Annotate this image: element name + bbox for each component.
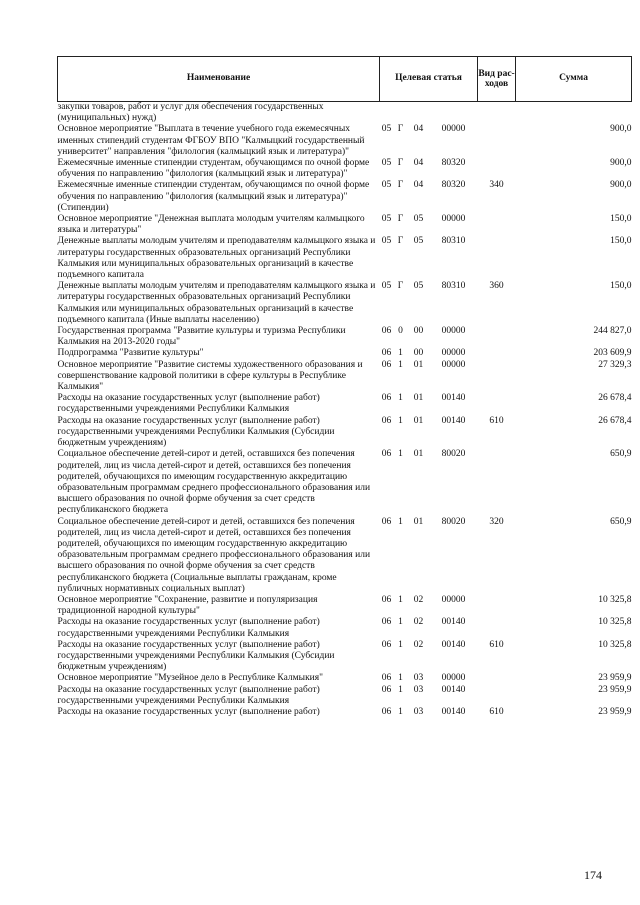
row-name: Расходы на оказание государственных услуг (выполнение работ) государственными учреждениями Республики Калмыкия [57, 393, 320, 415]
row-subprogram-code: 1 [398, 516, 403, 527]
row-sum: 244 827,0 [593, 326, 632, 337]
row-expense-type: 320 [489, 516, 504, 527]
row-expense-type [478, 326, 516, 348]
row-subprogram-code: 1 [398, 348, 403, 359]
row-program-code: 06 [381, 359, 392, 370]
row-direction-code [430, 102, 478, 125]
row-name: Ежемесячные именные стипендии студентам, обучающимся по очной форме обучения по направлению "филология (калмыцкий язык и литература)" (Стипендии) [57, 180, 370, 213]
row-name: Основное мероприятие "Сохранение, развитие и популяризация традиционной народной культуры" [57, 594, 318, 617]
row-expense-type [478, 360, 516, 394]
row-direction-code: 00140 [441, 684, 466, 695]
row-name: Денежные выплаты молодым учителям и преподавателям калмыцкого языка и литературы государственных образовательных организаций Республики Калмыкия или муниципальных образовательных организаций в качестве подъемного капитала (Иные выплаты населению) [57, 281, 376, 325]
row-program-code: 06 [381, 594, 392, 605]
row-subprogram-code: 1 [398, 415, 403, 426]
row-activity-code: 05 [413, 236, 424, 247]
row-program-code: 06 [381, 673, 392, 684]
row-expense-type: 340 [489, 180, 504, 191]
row-activity-code: 05 [413, 214, 424, 225]
row-expense-type [478, 393, 516, 415]
row-expense-type [478, 214, 516, 236]
row-sum: 23 959,9 [598, 684, 632, 695]
row-name: Основное мероприятие "Выплата в течение учебного года ежемесячных именных стипендий студентам ФГБОУ ВПО "Калмыцкий государственный университет" направления "филология (калмыцкий язык и литература)" [57, 124, 365, 157]
row-sum: 10 325,8 [598, 617, 632, 628]
row-sum: 150,0 [610, 214, 632, 225]
row-program-code: 06 [381, 393, 392, 404]
row-activity-code: 02 [413, 639, 424, 650]
row-sum: 900,0 [610, 180, 632, 191]
row-program-code: 06 [381, 449, 392, 460]
row-sum: 26 678,4 [598, 415, 632, 426]
row-direction-code: 00140 [441, 706, 466, 717]
row-program-code: 06 [381, 516, 392, 527]
row-program-code: 05 [381, 214, 392, 225]
row-activity-code: 01 [413, 415, 424, 426]
row-name: Социальное обеспечение детей-сирот и детей, оставшихся без попечения родителей, лиц из числа детей-сирот и детей, оставшихся без попечения родителей, обучающихся по имеющим государственную аккредитацию образовательным программам среднего профессионального образования или высшего образования по очной форме обучения за счет средств республиканского бюджета (Социальные выплаты гражданам, кроме публичных нормативных социальных выплат) [57, 516, 371, 594]
row-sum: 900,0 [610, 124, 632, 135]
row-direction-code: 00140 [441, 415, 466, 426]
row-sum: 150,0 [610, 236, 632, 247]
row-subprogram-code: 1 [398, 684, 403, 695]
table-row [58, 102, 632, 125]
row-expense-type: 610 [489, 639, 504, 650]
row-expense-type [478, 595, 516, 617]
row-activity-code: 00 [413, 326, 424, 337]
row-name: Расходы на оказание государственных услуг (выполнение работ) государственными учреждениями Республики Калмыкия [57, 617, 320, 639]
row-activity-code: 01 [413, 393, 424, 404]
row-activity-code: 00 [413, 348, 424, 359]
row-subprogram-code: 1 [398, 359, 403, 370]
row-activity-code: 01 [413, 516, 424, 527]
row-subprogram-code: Г [397, 180, 404, 191]
row-sum: 650,9 [610, 516, 632, 527]
row-direction-code: 00140 [441, 393, 466, 404]
row-expense-type: 360 [489, 281, 504, 292]
row-name: Расходы на оказание государственных услуг (выполнение работ) государственными учреждениями Республики Калмыкия (Субсидии бюджетным учреждениям) [57, 639, 335, 673]
row-sum: 23 959,9 [598, 706, 632, 717]
page-number: 174 [584, 868, 602, 882]
row-sum: 650,9 [610, 449, 632, 460]
row-program-code: 06 [381, 415, 392, 426]
row-sum: 27 329,3 [598, 359, 632, 370]
table-row [58, 326, 632, 348]
row-direction-code: 00000 [441, 214, 466, 225]
row-subprogram-code: 1 [398, 393, 403, 404]
row-activity-code: 05 [413, 281, 424, 292]
row-direction-code: 80310 [441, 281, 466, 292]
row-direction-code: 00000 [441, 348, 466, 359]
row-sum: 26 678,4 [598, 393, 632, 404]
header-sum: Сумма [516, 57, 632, 102]
row-name: Государственная программа "Развитие культуры и туризма Республики Калмыкия на 2013-2020 годы" [57, 326, 346, 348]
row-name: Расходы на оказание государственных услуг (выполнение работ) государственными учреждениями Республики Калмыкия [57, 684, 320, 706]
row-activity-code: 02 [413, 594, 424, 605]
row-name: Денежные выплаты молодым учителям и преподавателям калмыцкого языка и литературы государственных образовательных организаций Республики Калмыкия или муниципальных образовательных организаций в качестве подъемного капитала [57, 236, 376, 281]
row-expense-type: 610 [489, 706, 504, 717]
row-activity-code: 01 [413, 449, 424, 460]
row-direction-code: 80320 [441, 158, 466, 169]
header-target-article: Целевая статья [380, 57, 478, 102]
table-row [58, 640, 632, 674]
row-expense-type [478, 617, 516, 639]
table-row [58, 214, 632, 236]
row-sum: 10 325,8 [598, 639, 632, 650]
table-row [58, 595, 632, 617]
table-row [58, 707, 632, 718]
row-program-code: 05 [381, 158, 392, 169]
row-activity-code: 02 [413, 617, 424, 628]
row-subprogram-code: Г [397, 124, 404, 135]
row-direction-code: 00000 [441, 594, 466, 605]
table-row [58, 393, 632, 415]
row-direction-code: 80320 [441, 180, 466, 191]
table-row [58, 236, 632, 281]
budget-table [57, 56, 632, 718]
table-row [58, 158, 632, 180]
row-direction-code: 80020 [441, 449, 466, 460]
row-subprogram-code [394, 102, 408, 125]
row-subprogram-code: Г [397, 158, 404, 169]
row-activity-code [408, 102, 430, 125]
table-row [58, 360, 632, 394]
row-program-code: 05 [381, 236, 392, 247]
row-program-code [380, 102, 394, 125]
row-program-code: 06 [381, 639, 392, 650]
row-expense-type [478, 685, 516, 707]
row-sum [516, 102, 632, 125]
table-row [58, 517, 632, 595]
row-name: Основное мероприятие "Денежная выплата молодым учителям калмыцкого языка и литературы" [57, 214, 365, 236]
table-body [58, 102, 632, 719]
header-expense-type: Вид рас-ходов [478, 57, 516, 102]
row-expense-type [478, 124, 516, 158]
table-row [58, 673, 632, 684]
row-subprogram-code: Г [397, 281, 404, 292]
row-subprogram-code: 1 [398, 449, 403, 460]
row-direction-code: 00000 [441, 326, 466, 337]
row-subprogram-code: 1 [398, 617, 403, 628]
row-sum: 203 609,9 [593, 348, 632, 359]
table-row [58, 416, 632, 450]
table-row [58, 348, 632, 359]
row-sum: 23 959,9 [598, 673, 632, 684]
row-direction-code: 80310 [441, 236, 466, 247]
row-activity-code: 03 [413, 673, 424, 684]
row-sum: 10 325,8 [598, 594, 632, 605]
table-row [58, 180, 632, 214]
table-row [58, 124, 632, 158]
row-subprogram-code: 1 [398, 706, 403, 717]
row-name: Основное мероприятие "Развитие системы художественного образования и совершенствование кадровой политики в сфере культуры в Республике Калмыкия" [57, 359, 363, 393]
row-expense-type: 610 [489, 415, 504, 426]
row-name: Расходы на оказание государственных услуг (выполнение работ) государственными учреждениями Республики Калмыкия (Субсидии бюджетным учреждениям) [57, 415, 335, 449]
budget-table-container [57, 56, 631, 718]
row-direction-code: 00000 [441, 359, 466, 370]
row-activity-code: 04 [413, 124, 424, 135]
row-name: Социальное обеспечение детей-сирот и детей, оставшихся без попечения родителей, лиц из числа детей-сирот и детей, оставшихся без попечения родителей, обучающихся по имеющим государственную аккредитацию образовательным программам среднего профессионального образования или высшего образования по очной форме обучения за счет средств республиканского бюджета [57, 449, 371, 516]
row-subprogram-code: 0 [398, 326, 403, 337]
row-subprogram-code: 1 [398, 639, 403, 650]
row-program-code: 06 [381, 706, 392, 717]
table-row [58, 281, 632, 326]
row-direction-code: 00000 [441, 673, 466, 684]
row-activity-code: 01 [413, 359, 424, 370]
row-name: закупки товаров, работ и услуг для обеспечения государственных (муниципальных) нужд) [57, 102, 324, 124]
row-program-code: 05 [381, 180, 392, 191]
row-name: Подпрограмма "Развитие культуры" [57, 348, 204, 359]
row-activity-code: 04 [413, 158, 424, 169]
row-expense-type [478, 449, 516, 516]
row-name: Ежемесячные именные стипендии студентам, обучающимся по очной форме обучения по направлению "филология (калмыцкий язык и литература)" [57, 158, 370, 180]
row-direction-code: 00000 [441, 124, 466, 135]
row-direction-code: 00140 [441, 617, 466, 628]
table-row [58, 617, 632, 639]
table-row [58, 685, 632, 707]
row-sum: 150,0 [610, 281, 632, 292]
row-program-code: 06 [381, 348, 392, 359]
row-program-code: 06 [381, 326, 392, 337]
row-subprogram-code: Г [397, 236, 404, 247]
row-direction-code: 00140 [441, 639, 466, 650]
row-program-code: 06 [381, 617, 392, 628]
table-header [58, 57, 632, 102]
table-row [58, 449, 632, 516]
row-expense-type [478, 236, 516, 281]
row-direction-code: 80020 [441, 516, 466, 527]
row-expense-type [478, 158, 516, 180]
row-name: Расходы на оказание государственных услуг (выполнение работ) [57, 706, 320, 717]
row-activity-code: 03 [413, 684, 424, 695]
header-name: Наименование [58, 57, 380, 102]
row-subprogram-code: Г [397, 214, 404, 225]
row-program-code: 06 [381, 684, 392, 695]
row-expense-type [478, 102, 516, 125]
row-name: Основное мероприятие "Музейное дело в Республике Калмыкия" [57, 673, 324, 684]
row-activity-code: 04 [413, 180, 424, 191]
row-sum: 900,0 [610, 158, 632, 169]
row-expense-type [478, 348, 516, 359]
row-subprogram-code: 1 [398, 673, 403, 684]
row-program-code: 05 [381, 281, 392, 292]
row-expense-type [478, 673, 516, 684]
row-subprogram-code: 1 [398, 594, 403, 605]
row-activity-code: 03 [413, 706, 424, 717]
row-program-code: 05 [381, 124, 392, 135]
